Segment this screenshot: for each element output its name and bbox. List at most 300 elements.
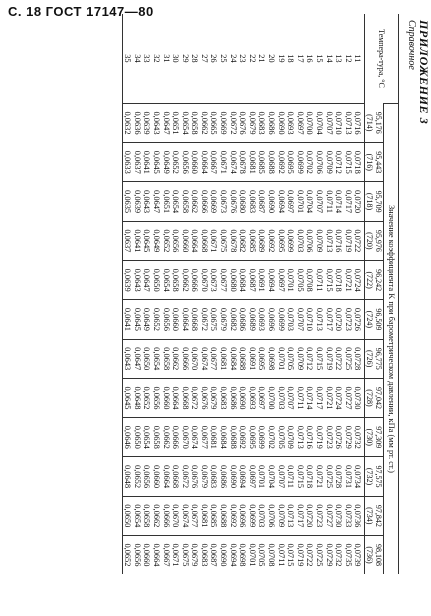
pressure-mmhg: (726) [365,350,375,368]
coefficient-cell: 0,0650 [132,418,142,457]
coefficient-cell: 0,0648 [122,457,132,496]
pressure-kpa: 97,842 [374,504,384,527]
coefficient-cell: 0,0686 [228,378,238,417]
temperature-cell: 33 [142,54,152,63]
coefficient-cell: 0,0682 [238,221,248,260]
coefficient-cell: 0,0721 [324,378,334,417]
pressure-kpa: 96,509 [374,308,384,331]
coefficient-cell: 0,0682 [228,300,238,339]
coefficient-cell: 0,0730 [334,496,344,535]
coefficient-cell: 0,0654 [132,496,142,535]
coefficient-cell: 0,0672 [199,300,209,339]
coefficient-cell: 0,0720 [305,496,315,535]
coefficient-cell: 0,0654 [161,260,171,299]
coefficient-cell: 0,0688 [266,143,276,182]
temperature-cell: 30 [171,54,181,63]
coefficient-cell: 0,0704 [266,457,276,496]
coefficient-cell: 0,0696 [266,300,276,339]
coefficient-cell: 0,0643 [151,103,161,142]
coefficient-group-header: Значение коэффициента K при барометрическом давлении, кПа (мм рт. ст.) [384,103,399,574]
coefficient-cell: 0,0732 [334,535,344,574]
table-row [305,14,315,574]
coefficient-cell: 0,0660 [161,378,171,417]
coefficient-cell: 0,0684 [238,260,248,299]
temperature-cell: 20 [267,54,277,63]
coefficient-cell: 0,0643 [132,260,142,299]
coefficient-cell: 0,0679 [199,457,209,496]
coefficient-cell: 0,0674 [199,339,209,378]
table-row [343,14,353,574]
coefficient-cell: 0,0690 [276,103,286,142]
coefficient-cell: 0,0647 [151,182,161,221]
table-row [132,14,142,574]
coefficient-cell: 0,0711 [324,182,334,221]
coefficient-cell: 0,0711 [314,260,324,299]
coefficient-cell: 0,0664 [180,300,190,339]
temperature-cell: 32 [151,54,161,63]
coefficient-cell: 0,0637 [132,143,142,182]
coefficient-cell: 0,0656 [180,143,190,182]
coefficient-cell: 0,0656 [171,221,181,260]
coefficient-cell: 0,0652 [122,535,132,574]
coefficient-cell: 0,0726 [353,300,365,339]
coefficient-cell: 0,0660 [190,143,200,182]
coefficient-cell: 0,0637 [122,221,132,260]
table-row [199,14,209,574]
coefficient-cell: 0,0709 [286,418,296,457]
coefficient-cell: 0,0713 [295,418,305,457]
coefficient-cell: 0,0709 [314,221,324,260]
coefficient-cell: 0,0643 [142,182,152,221]
coefficient-cell: 0,0707 [324,103,334,142]
coefficient-cell: 0,0658 [180,182,190,221]
temperature-cell: 31 [161,54,171,63]
coefficient-cell: 0,0739 [353,535,365,574]
coefficient-cell: 0,0662 [190,182,200,221]
coefficient-cell: 0,0641 [132,221,142,260]
coefficient-cell: 0,0703 [276,378,286,417]
coefficient-cell: 0,0715 [295,457,305,496]
coefficient-cell: 0,0729 [324,535,334,574]
table-row [324,14,334,574]
table-row [247,14,257,574]
coefficient-cell: 0,0698 [238,535,248,574]
coefficient-cell: 0,0639 [142,103,152,142]
coefficient-cell: 0,0636 [132,103,142,142]
coefficient-cell: 0,0688 [228,418,238,457]
temperature-cell: 14 [324,54,334,63]
pressure-column-header [365,260,384,299]
temperature-cell: 21 [257,54,267,63]
coefficient-cell: 0,0652 [151,300,161,339]
coefficient-cell: 0,0715 [343,143,353,182]
pressure-kpa: 97,042 [374,386,384,409]
coefficient-cell: 0,0690 [219,535,229,574]
table-row [314,14,324,574]
coefficient-cell: 0,0722 [353,221,365,260]
coefficient-cell: 0,0664 [151,535,161,574]
temperature-header: Темпера-тура, °С [365,14,399,103]
temperature-cell: 18 [286,54,296,63]
coefficient-cell: 0,0672 [180,457,190,496]
coefficient-cell: 0,0684 [228,339,238,378]
coefficient-cell: 0,0639 [132,182,142,221]
coefficient-cell: 0,0681 [247,143,257,182]
coefficient-cell: 0,0649 [161,143,171,182]
coefficient-cell: 0,0704 [314,103,324,142]
coefficient-cell: 0,0692 [266,221,276,260]
coefficient-cell: 0,0697 [247,457,257,496]
pressure-kpa: 95,176 [374,111,384,134]
coefficient-cell: 0,0726 [334,418,344,457]
coefficient-cell: 0,0732 [353,418,365,457]
coefficient-cell: 0,0718 [305,457,315,496]
coefficient-cell: 0,0705 [276,418,286,457]
temperature-cell: 13 [334,54,344,63]
coefficient-cell: 0,0650 [151,260,161,299]
coefficient-cell: 0,0697 [286,182,296,221]
coefficient-cell: 0,0718 [334,260,344,299]
coefficient-cell: 0,0688 [219,496,229,535]
coefficient-cell: 0,0695 [247,418,257,457]
coefficient-cell: 0,0635 [122,182,132,221]
pressure-kpa: 95,443 [374,151,384,174]
coefficient-cell: 0,0662 [199,103,209,142]
coefficient-cell: 0,0649 [151,221,161,260]
table-row [238,14,248,574]
coefficient-cell: 0,0677 [209,339,219,378]
temperature-cell: 17 [295,54,305,63]
coefficient-cell: 0,0656 [161,300,171,339]
coefficient-cell: 0,0666 [199,182,209,221]
coefficient-cell: 0,0707 [286,378,296,417]
table-row [334,14,344,574]
pressure-column-header [365,103,384,142]
coefficient-cell: 0,0725 [314,535,324,574]
coefficient-cell: 0,0673 [209,260,219,299]
coefficient-cell: 0,0633 [122,143,132,182]
pressure-mmhg: (724) [365,310,375,329]
coefficient-cell: 0,0734 [353,457,365,496]
page-header: С. 18 ГОСТ 17147—80 [8,4,154,19]
coefficient-cell: 0,0676 [228,182,238,221]
coefficient-cell: 0,0676 [199,378,209,417]
coefficient-cell: 0,0671 [171,535,181,574]
coefficient-cell: 0,0680 [238,182,248,221]
coefficient-cell: 0,0660 [151,457,161,496]
coefficient-cell: 0,0700 [305,103,315,142]
coefficient-cell: 0,0702 [305,143,315,182]
coefficient-cell: 0,0658 [171,260,181,299]
coefficient-cell: 0,0667 [209,143,219,182]
coefficient-cell: 0,0722 [305,535,315,574]
temperature-cell: 12 [343,54,353,63]
coefficient-cell: 0,0699 [257,418,267,457]
coefficient-cell: 0,0683 [247,182,257,221]
coefficient-cell: 0,0699 [286,221,296,260]
coefficient-cell: 0,0701 [286,260,296,299]
coefficient-cell: 0,0717 [314,378,324,417]
coefficient-cell: 0,0679 [209,378,219,417]
pressure-column-header [365,143,384,182]
coefficient-cell: 0,0686 [266,103,276,142]
coefficient-cell: 0,0697 [295,103,305,142]
coefficient-cell: 0,0705 [257,535,267,574]
pressure-column-header [365,339,384,378]
appendix-title: ПРИЛОЖЕНИЕ 3 [417,20,431,125]
coefficient-cell: 0,0708 [266,535,276,574]
coefficient-cell: 0,0735 [343,535,353,574]
pressure-mmhg: (714) [365,114,375,132]
coefficient-cell: 0,0660 [180,221,190,260]
pressure-column-header [365,496,384,535]
coefficient-cell: 0,0708 [305,260,315,299]
pressure-mmhg: (730) [365,428,375,446]
pressure-column-header [365,457,384,496]
coefficient-cell: 0,0666 [161,496,171,535]
coefficient-cell: 0,0725 [343,339,353,378]
appendix-subtitle: Справочное [406,20,417,70]
coefficient-cell: 0,0667 [161,535,171,574]
coefficient-cell: 0,0678 [238,143,248,182]
coefficient-cell: 0,0701 [247,535,257,574]
pressure-mmhg: (722) [365,271,375,289]
pressure-mmhg: (718) [365,192,375,211]
coefficient-cell: 0,0718 [353,143,365,182]
table-body [122,14,365,574]
coefficient-cell: 0,0670 [190,339,200,378]
pressure-mmhg: (732) [365,467,375,486]
coefficient-cell: 0,0731 [343,457,353,496]
coefficient-cell: 0,0654 [171,182,181,221]
coefficient-cell: 0,0679 [219,300,229,339]
coefficient-cell: 0,0662 [161,418,171,457]
temperature-cell: 29 [180,54,190,63]
coefficient-cell: 0,0685 [247,221,257,260]
coefficient-cell: 0,0664 [161,457,171,496]
coefficient-cell: 0,0675 [180,535,190,574]
coefficient-cell: 0,0721 [343,260,353,299]
coefficient-cell: 0,0656 [142,457,152,496]
temperature-cell: 25 [219,54,229,63]
pressure-mmhg: (716) [365,153,375,171]
coefficient-cell: 0,0693 [247,378,257,417]
coefficient-cell: 0,0694 [266,260,276,299]
table-row [142,14,152,574]
table-row [353,14,365,574]
coefficient-cell: 0,0670 [180,418,190,457]
coefficient-cell: 0,0710 [305,300,315,339]
coefficient-cell: 0,0641 [142,143,152,182]
coefficient-cell: 0,0654 [151,339,161,378]
coefficient-cell: 0,0720 [334,300,344,339]
coefficient-cell: 0,0650 [122,496,132,535]
pressure-kpa: 98,108 [374,543,384,566]
table-row [257,14,267,574]
pressure-kpa: 96,775 [374,347,384,370]
coefficient-cell: 0,0668 [199,221,209,260]
coefficient-cell: 0,0650 [142,339,152,378]
coefficient-cell: 0,0683 [257,103,267,142]
coefficient-cell: 0,0675 [219,221,229,260]
coefficient-cell: 0,0662 [151,496,161,535]
pressure-column-header [365,221,384,260]
coefficient-cell: 0,0699 [276,300,286,339]
coefficient-cell: 0,0721 [314,457,324,496]
coefficient-cell: 0,0643 [122,339,132,378]
table-row [286,14,296,574]
coefficient-cell: 0,0645 [132,300,142,339]
coefficient-cell: 0,0709 [276,496,286,535]
coefficient-cell: 0,0662 [171,339,181,378]
table-row [209,14,219,574]
pressure-mmhg: (734) [365,507,375,525]
coefficient-cell: 0,0641 [122,300,132,339]
coefficient-cell: 0,0717 [324,300,334,339]
coefficient-cell: 0,0664 [171,378,181,417]
coefficient-cell: 0,0645 [142,221,152,260]
coefficient-cell: 0,0677 [199,418,209,457]
coefficient-cell: 0,0672 [190,378,200,417]
coefficient-cell: 0,0670 [171,496,181,535]
coefficient-cell: 0,0704 [305,182,315,221]
coefficient-cell: 0,0668 [180,378,190,417]
table-row [228,14,238,574]
coefficient-cell: 0,0651 [161,182,171,221]
coefficient-cell: 0,0679 [190,535,200,574]
coefficient-cell: 0,0686 [219,457,229,496]
coefficient-cell: 0,0683 [219,378,229,417]
coefficient-cell: 0,0666 [171,418,181,457]
coefficient-cell: 0,0702 [266,418,276,457]
coefficient-cell: 0,0710 [334,103,344,142]
pressure-column-header [365,535,384,574]
pressure-column-header [365,300,384,339]
coefficient-cell: 0,0689 [257,221,267,260]
pressure-column-header [365,418,384,457]
temperature-cell: 15 [315,54,325,63]
coefficient-cell: 0,0685 [257,143,267,182]
coefficient-cell: 0,0692 [238,418,248,457]
coefficient-cell: 0,0678 [228,221,238,260]
coefficient-cell: 0,0707 [295,300,305,339]
coefficient-cell: 0,0673 [219,182,229,221]
coefficient-cell: 0,0687 [209,535,219,574]
pressure-kpa: 95,709 [374,190,384,213]
pressure-kpa: 97,575 [374,465,384,488]
coefficient-cell: 0,0690 [238,378,248,417]
coefficient-cell: 0,0695 [276,221,286,260]
pressure-kpa: 96,242 [374,269,384,292]
coefficient-cell: 0,0664 [199,143,209,182]
coefficient-cell: 0,0706 [305,221,315,260]
coefficient-cell: 0,0713 [286,496,296,535]
pressure-mmhg: (728) [365,389,375,407]
coefficient-cell: 0,0693 [257,300,267,339]
coefficient-cell: 0,0658 [151,418,161,457]
coefficient-cell: 0,0670 [199,260,209,299]
coefficient-cell: 0,0707 [314,182,324,221]
coefficient-cell: 0,0662 [180,260,190,299]
coefficient-cell: 0,0712 [305,339,315,378]
coefficient-cell: 0,0728 [334,457,344,496]
coefficient-cell: 0,0688 [238,339,248,378]
coefficient-cell: 0,0703 [286,300,296,339]
coefficient-cell: 0,0725 [324,457,334,496]
coefficient-cell: 0,0632 [122,103,132,142]
coefficient-cell: 0,0649 [142,300,152,339]
temperature-cell: 24 [228,54,238,63]
coefficient-cell: 0,0713 [324,221,334,260]
temperature-cell: 16 [305,54,315,63]
coefficient-cell: 0,0676 [238,103,248,142]
coefficient-cell: 0,0703 [295,221,305,260]
coefficient-cell: 0,0697 [276,260,286,299]
coefficient-cell: 0,0676 [190,457,200,496]
coefficient-cell: 0,0714 [334,182,344,221]
coefficient-cell: 0,0648 [132,378,142,417]
coefficient-cell: 0,0727 [324,496,334,535]
coefficient-cell: 0,0723 [343,300,353,339]
coefficient-cell: 0,0669 [209,182,219,221]
coefficient-cell: 0,0724 [334,378,344,417]
coefficient-cell: 0,0695 [257,339,267,378]
coefficient-cell: 0,0684 [219,418,229,457]
coefficient-cell: 0,0699 [295,143,305,182]
coefficient-cell: 0,0713 [343,103,353,142]
coefficient-cell: 0,0658 [142,496,152,535]
coefficient-cell: 0,0699 [247,496,257,535]
coefficient-cell: 0,0690 [228,457,238,496]
coefficient-cell: 0,0716 [305,418,315,457]
coefficient-cell: 0,0719 [324,339,334,378]
table-row [276,14,286,574]
coefficient-cell: 0,0647 [161,103,171,142]
coefficient-cell: 0,0666 [180,339,190,378]
coefficient-cell: 0,0660 [142,535,152,574]
coefficient-cell: 0,0656 [151,378,161,417]
coefficient-cell: 0,0656 [132,535,142,574]
coefficient-cell: 0,0651 [171,103,181,142]
coefficient-cell: 0,0694 [238,457,248,496]
coefficient-cell: 0,0703 [257,496,267,535]
coefficient-cell: 0,0700 [266,378,276,417]
coefficient-cell: 0,0705 [295,260,305,299]
coefficient-cell: 0,0689 [247,300,257,339]
coefficient-cell: 0,0694 [276,182,286,221]
coefficient-cell: 0,0647 [132,339,142,378]
coefficient-cell: 0,0652 [171,143,181,182]
coefficient-cell: 0,0719 [295,535,305,574]
coefficient-cell: 0,0660 [171,300,181,339]
coefficient-cell: 0,0714 [305,378,315,417]
coefficient-cell: 0,0698 [266,339,276,378]
coefficient-cell: 0,0665 [209,103,219,142]
coefficient-cell: 0,0727 [343,378,353,417]
coefficient-cell: 0,0687 [247,260,257,299]
coefficient-cell: 0,0712 [334,143,344,182]
coefficient-cell: 0,0730 [353,378,365,417]
coefficient-cell: 0,0711 [295,378,305,417]
coefficient-cell: 0,0717 [295,496,305,535]
table-row [266,14,276,574]
coefficient-cell: 0,0716 [353,103,365,142]
coefficient-cell: 0,0652 [142,378,152,417]
coefficient-cell: 0,0715 [286,535,296,574]
coefficient-cell: 0,0709 [295,339,305,378]
coefficient-cell: 0,0692 [228,496,238,535]
coefficient-cell: 0,0701 [276,339,286,378]
